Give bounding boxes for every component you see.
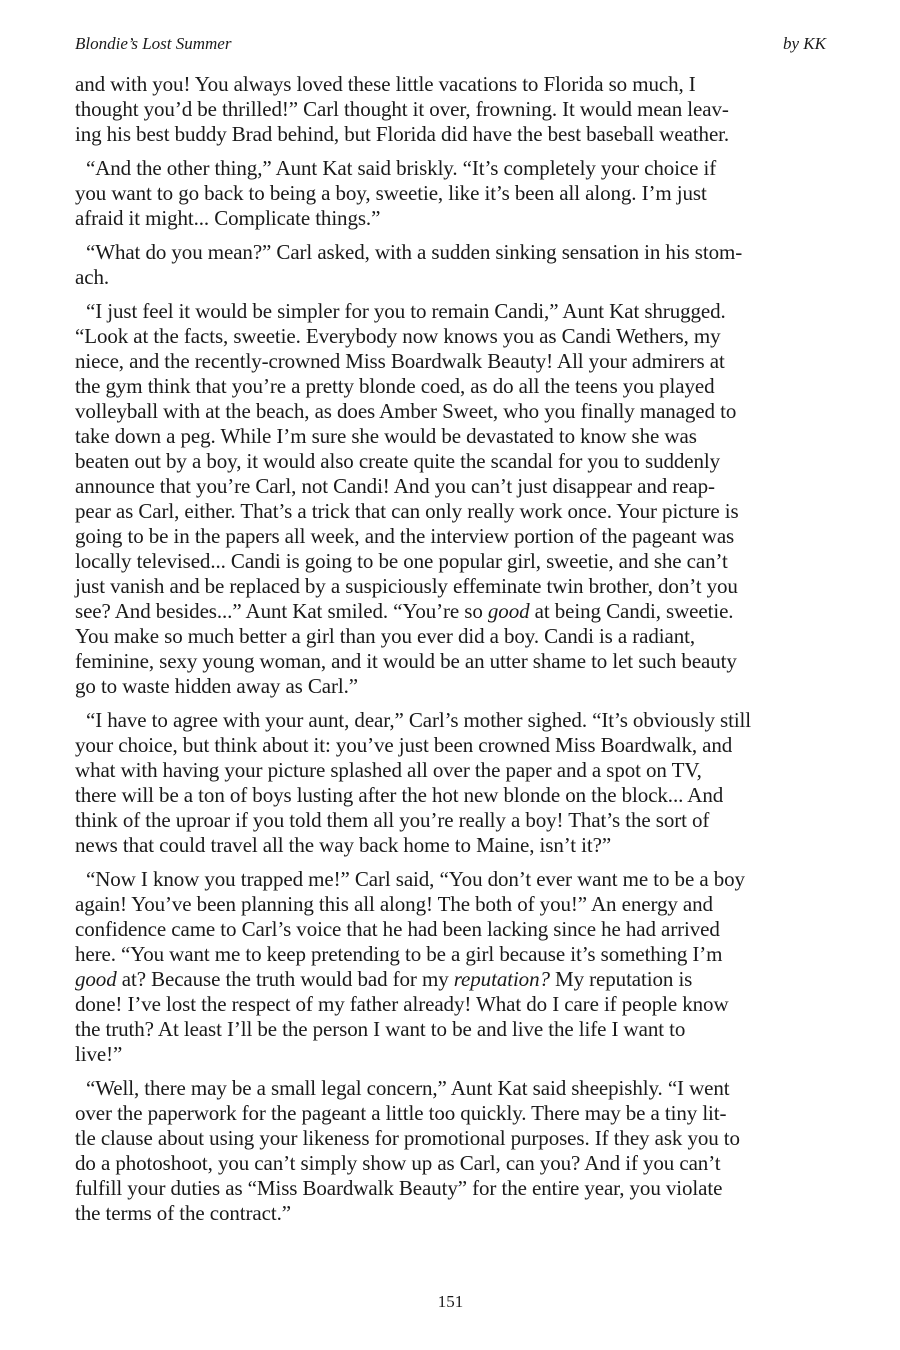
paragraph	[75, 1076, 826, 1226]
italic-text: reputation?	[453, 967, 550, 991]
text-line	[75, 892, 826, 917]
text-line	[75, 1017, 826, 1042]
text-run: go to waste hidden away as Carl.”	[75, 674, 359, 698]
text-line	[75, 1076, 826, 1101]
text-run: niece, and the recently-crowned Miss Boardwalk Beauty! All your admirers at	[75, 349, 725, 373]
text-run: news that could travel all the way back home to Maine, isn’t it?”	[75, 833, 612, 857]
text-run: you want to go back to being a boy, sweetie, like it’s been all along. I’m just	[75, 181, 707, 205]
paragraph	[75, 299, 826, 699]
text-line	[75, 674, 826, 699]
text-run: what with having your picture splashed all over the paper and a spot on TV,	[75, 758, 702, 782]
text-run: the truth? At least I’ll be the person I want to be and live the life I want to	[75, 1017, 686, 1041]
text-run: volleyball with at the beach, as does Amber Sweet, who you finally managed to	[75, 399, 737, 423]
text-line	[75, 624, 826, 649]
text-run: again! You’ve been planning this all along! The both of you!” An energy and	[75, 892, 713, 916]
text-run: tle clause about using your likeness for promotional purposes. If they ask you to	[75, 1126, 740, 1150]
text-run: at being Candi, sweetie.	[529, 599, 734, 623]
text-line	[75, 1151, 826, 1176]
text-run: the terms of the contract.”	[75, 1201, 291, 1225]
text-line	[75, 349, 826, 374]
text-run: live!”	[75, 1042, 123, 1066]
text-line	[75, 549, 826, 574]
text-line	[75, 758, 826, 783]
text-run: at? Because the truth would bad for my	[116, 967, 454, 991]
text-line	[75, 783, 826, 808]
text-run: fulfill your duties as “Miss Boardwalk Beauty” for the entire year, you violate	[75, 1176, 723, 1200]
text-run: the gym think that you’re a pretty blonde coed, as do all the teens you played	[75, 374, 715, 398]
text-run: locally televised... Candi is going to be one popular girl, sweetie, and she can’t	[75, 549, 728, 573]
text-run: going to be in the papers all week, and the interview portion of the pageant was	[75, 524, 735, 548]
text-line	[75, 474, 826, 499]
text-run: “Look at the facts, sweetie. Everybody now knows you as Candi Wethers, my	[75, 324, 721, 348]
text-run: “Now I know you trapped me!” Carl said, “You don’t ever want me to be a boy	[86, 867, 745, 891]
text-line	[75, 122, 826, 147]
author-credit: by KK	[783, 34, 826, 53]
paragraph	[75, 708, 826, 858]
text-run: done! I’ve lost the respect of my father already! What do I care if people know	[75, 992, 729, 1016]
text-line	[75, 299, 826, 324]
running-header	[75, 34, 826, 58]
text-line	[75, 1176, 826, 1201]
text-run: take down a peg. While I’m sure she would be devastated to know she was	[75, 424, 697, 448]
text-run: here. “You want me to keep pretending to be a girl because it’s something I’m	[75, 942, 723, 966]
text-run: just vanish and be replaced by a suspiciously effeminate twin brother, don’t you	[75, 574, 738, 598]
text-line	[75, 399, 826, 424]
text-run: “And the other thing,” Aunt Kat said briskly. “It’s completely your choice if	[86, 156, 717, 180]
body-text	[75, 72, 826, 1235]
text-line	[75, 499, 826, 524]
text-line	[75, 449, 826, 474]
text-line	[75, 649, 826, 674]
text-line	[75, 1042, 826, 1067]
book-title: Blondie’s Lost Summer	[75, 34, 232, 53]
text-run: “I have to agree with your aunt, dear,” Carl’s mother sighed. “It’s obviously still	[86, 708, 752, 732]
text-run: and with you! You always loved these little vacations to Florida so much, I	[75, 72, 696, 96]
text-line	[75, 324, 826, 349]
text-run: your choice, but think about it: you’ve just been crowned Miss Boardwalk, and	[75, 733, 733, 757]
text-line	[75, 240, 826, 265]
text-line	[75, 833, 826, 858]
text-run: feminine, sexy young woman, and it would be an utter shame to let such beauty	[75, 649, 737, 673]
text-line	[75, 1201, 826, 1226]
text-run: announce that you’re Carl, not Candi! And you can’t just disappear and reap-	[75, 474, 715, 498]
text-line	[75, 574, 826, 599]
text-line	[75, 72, 826, 97]
text-run: thought you’d be thrilled!” Carl thought it over, frowning. It would mean leav-	[75, 97, 729, 121]
text-line	[75, 992, 826, 1017]
italic-text: good	[75, 967, 117, 991]
text-run: “Well, there may be a small legal concern,” Aunt Kat said sheepishly. “I went	[86, 1076, 730, 1100]
text-line	[75, 599, 826, 624]
text-line	[75, 733, 826, 758]
text-line	[75, 708, 826, 733]
text-line	[75, 808, 826, 833]
text-run: My reputation is	[549, 967, 693, 991]
text-run: beaten out by a boy, it would also create quite the scandal for you to suddenly	[75, 449, 721, 473]
page-number: 151	[437, 1292, 464, 1311]
text-line	[75, 97, 826, 122]
paragraph	[75, 240, 826, 290]
text-line	[75, 181, 826, 206]
text-line	[75, 156, 826, 181]
text-run: “What do you mean?” Carl asked, with a sudden sinking sensation in his stom-	[86, 240, 743, 264]
text-run: You make so much better a girl than you ever did a boy. Candi is a radiant,	[75, 624, 696, 648]
paragraph	[75, 72, 826, 147]
text-run: ach.	[75, 265, 109, 289]
text-line	[75, 524, 826, 549]
text-run: do a photoshoot, you can’t simply show up as Carl, can you? And if you can’t	[75, 1151, 721, 1175]
text-line	[75, 867, 826, 892]
text-run: see? And besides...” Aunt Kat smiled. “You’re so	[75, 599, 488, 623]
text-line	[75, 1101, 826, 1126]
text-run: pear as Carl, either. That’s a trick that can only really work once. Your picture is	[75, 499, 739, 523]
text-line	[75, 967, 826, 992]
text-run: there will be a ton of boys lusting after the hot new blonde on the block... And	[75, 783, 724, 807]
text-line	[75, 206, 826, 231]
text-line	[75, 917, 826, 942]
text-line	[75, 374, 826, 399]
paragraph	[75, 156, 826, 231]
text-run: think of the uproar if you told them all you’re really a boy! That’s the sort of	[75, 808, 710, 832]
text-run: ing his best buddy Brad behind, but Florida did have the best baseball weather.	[75, 122, 730, 146]
text-run: “I just feel it would be simpler for you to remain Candi,” Aunt Kat shrugged.	[86, 299, 726, 323]
text-line	[75, 1126, 826, 1151]
text-line	[75, 942, 826, 967]
book-page	[75, 34, 826, 1324]
text-run: confidence came to Carl’s voice that he had been lacking since he had arrived	[75, 917, 720, 941]
text-line	[75, 265, 826, 290]
italic-text: good	[487, 599, 530, 623]
text-run: afraid it might... Complicate things.”	[75, 206, 381, 230]
paragraph	[75, 867, 826, 1067]
text-line	[75, 424, 826, 449]
text-run: over the paperwork for the pageant a little too quickly. There may be a tiny lit-	[75, 1101, 727, 1125]
